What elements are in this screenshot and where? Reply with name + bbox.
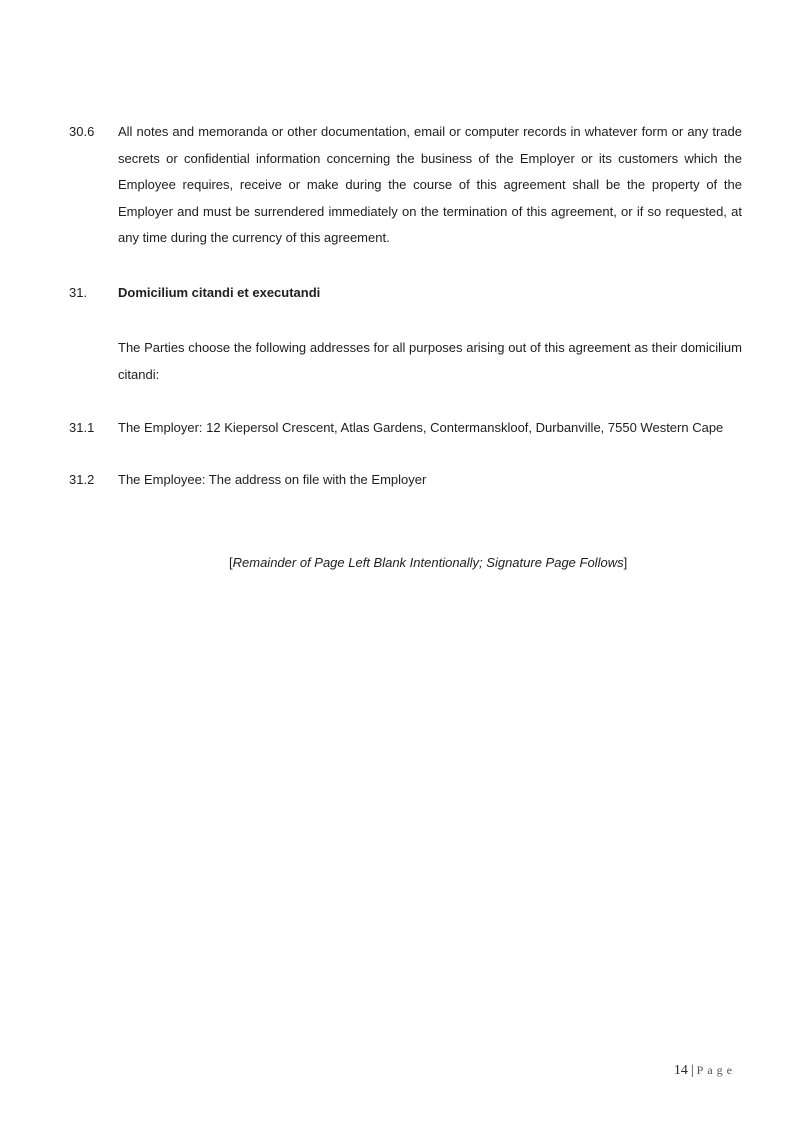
note-close-bracket: ] [623, 555, 628, 570]
page-number: 14 [673, 1063, 688, 1078]
clause-31-intro: The Parties choose the following addresses for all purposes arising out of this agreement as their domicilium citandi: [118, 340, 742, 382]
page-label: Page [696, 1063, 736, 1077]
note-italic-text: Remainder of Page Left Blank Intentionally; Signature Page Follows [232, 555, 624, 570]
remainder-blank-note [229, 550, 627, 576]
footer-separator: | [690, 1063, 694, 1078]
clause-31-1-number: 31.1 [69, 420, 95, 435]
clause-31-heading: Domicilium citandi et executandi [118, 285, 321, 300]
page-footer [674, 1063, 736, 1079]
clause-31-1-text: The Employer: 12 Kiepersol Crescent, Atlas Gardens, Contermanskloof, Durbanville, 7550 Western Cape [118, 420, 724, 435]
clause-30-6-text: All notes and memoranda or other documentation, email or computer records in whatever form or any trade secrets or confidential information concerning the business of the Employer or its customers which the Employee requires, receive or make during the course of this agreement shall be the property of the Employer and must be surrendered immediately on the termination of this agreement, or if so requested, at any time during the currency of this agreement. [118, 124, 742, 245]
clause-31-number: 31. [69, 285, 88, 300]
clause-31-2-number: 31.2 [69, 472, 95, 487]
clause-31-2-text: The Employee: The address on file with the Employer [118, 472, 427, 487]
note-open-bracket: [ [229, 555, 233, 570]
clause-30-6-number: 30.6 [69, 124, 95, 139]
